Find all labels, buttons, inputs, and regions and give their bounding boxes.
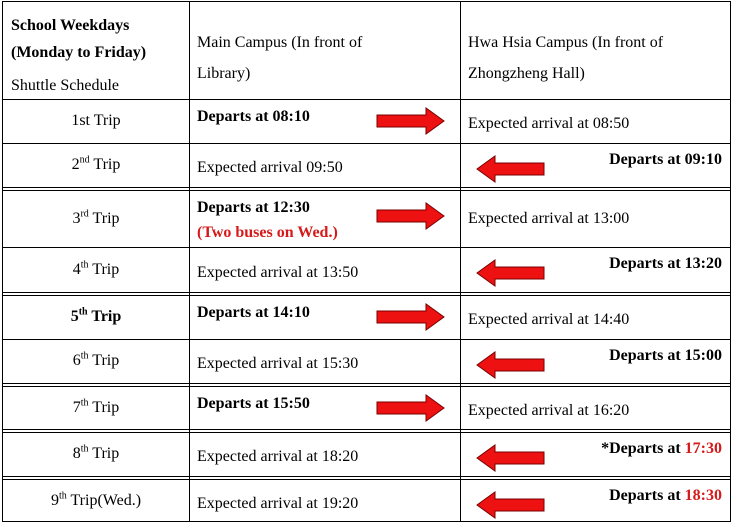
trip-ordinal-suffix: th [80,397,89,409]
main-campus-header [197,27,362,89]
hwa-hsia-campus-header [468,27,663,89]
main-campus-departure: Departs at 12:30 [197,199,310,216]
main-campus-arrival: Expected arrival at 13:50 [197,263,359,281]
trip-label: 4th Trip [72,259,120,278]
arrow-right-icon [376,202,446,230]
hwa-campus-departure: Departs at 18:30 [609,487,722,504]
row-divider-double [3,187,730,191]
hwa-campus-departure: Departs at 15:00 [609,347,722,364]
row-divider-double [3,476,730,480]
main-campus-header-line: Library) [197,65,251,82]
trip-label: 6th Trip [72,350,120,369]
trip-ordinal-suffix: th [80,350,89,362]
header-title-line: School Weekdays [11,17,130,34]
row-divider-double [3,292,730,296]
departure-time-highlight: 18:30 [684,487,722,504]
hwa-campus-arrival: Expected arrival at 14:40 [468,311,630,328]
trip-ordinal-suffix: th [80,259,89,271]
row-divider [3,247,730,248]
hwa-campus-departure: Departs at 13:20 [609,255,722,272]
trip-label: 5th Trip [70,306,122,325]
hwa-campus-arrival: Expected arrival at 13:00 [468,209,630,227]
hwa-campus-arrival: Expected arrival at 08:50 [468,115,630,132]
main-campus-arrival: Expected arrival at 18:20 [197,448,359,465]
arrow-right-icon [376,394,446,422]
trip-label: 7th Trip [72,397,120,416]
main-campus-departure: Departs at 14:10 [197,304,310,321]
header-subtitle: Shuttle Schedule [11,77,119,94]
column-divider [460,2,461,521]
trip-ordinal-suffix: th [80,443,89,455]
arrow-left-icon [475,444,545,472]
row-divider [3,99,730,100]
main-campus-header-line: Main Campus (In front of [197,34,363,51]
trip-label: 9th Trip(Wed.) [50,490,142,509]
arrow-left-icon [475,491,545,519]
arrow-left-icon [475,259,545,287]
main-campus-note: (Two buses on Wed.) [197,224,338,241]
trip-label: 8th Trip [72,443,120,462]
trip-ordinal-suffix: th [78,306,88,318]
hwa-campus-header-line: Hwa Hsia Campus (In front of [468,34,664,51]
row-divider [3,143,730,144]
arrow-left-icon [475,155,545,183]
trip-ordinal-suffix: rd [80,208,89,220]
main-campus-arrival: Expected arrival at 19:20 [197,494,359,512]
main-campus-arrival: Expected arrival 09:50 [197,159,343,176]
main-campus-departure: Departs at 08:10 [197,108,310,125]
trip-label: 2nd Trip [71,154,121,173]
row-divider-double [3,429,730,433]
trip-ordinal-suffix: th [58,490,67,502]
column-divider [189,2,190,521]
row-divider-double [3,383,730,387]
arrow-right-icon [376,303,446,331]
main-campus-departure: Departs at 15:50 [197,395,310,412]
arrow-right-icon [376,107,446,135]
hwa-campus-departure: Departs at 09:10 [609,151,722,168]
header-title [11,12,146,66]
hwa-campus-arrival: Expected arrival at 16:20 [468,401,630,419]
departure-time-highlight: 17:30 [684,440,722,457]
arrow-left-icon [475,351,545,379]
trip-ordinal-suffix: nd [79,154,90,166]
hwa-campus-header-line: Zhongzheng Hall) [468,65,585,82]
trip-label: 3rd Trip [72,208,120,227]
shuttle-schedule-table [2,1,731,522]
hwa-campus-departure: *Departs at 17:30 [601,440,722,457]
header-title-line: (Monday to Friday) [11,44,147,61]
row-divider [3,339,730,340]
trip-label: 1st Trip [71,112,121,129]
main-campus-arrival: Expected arrival at 15:30 [197,355,359,372]
